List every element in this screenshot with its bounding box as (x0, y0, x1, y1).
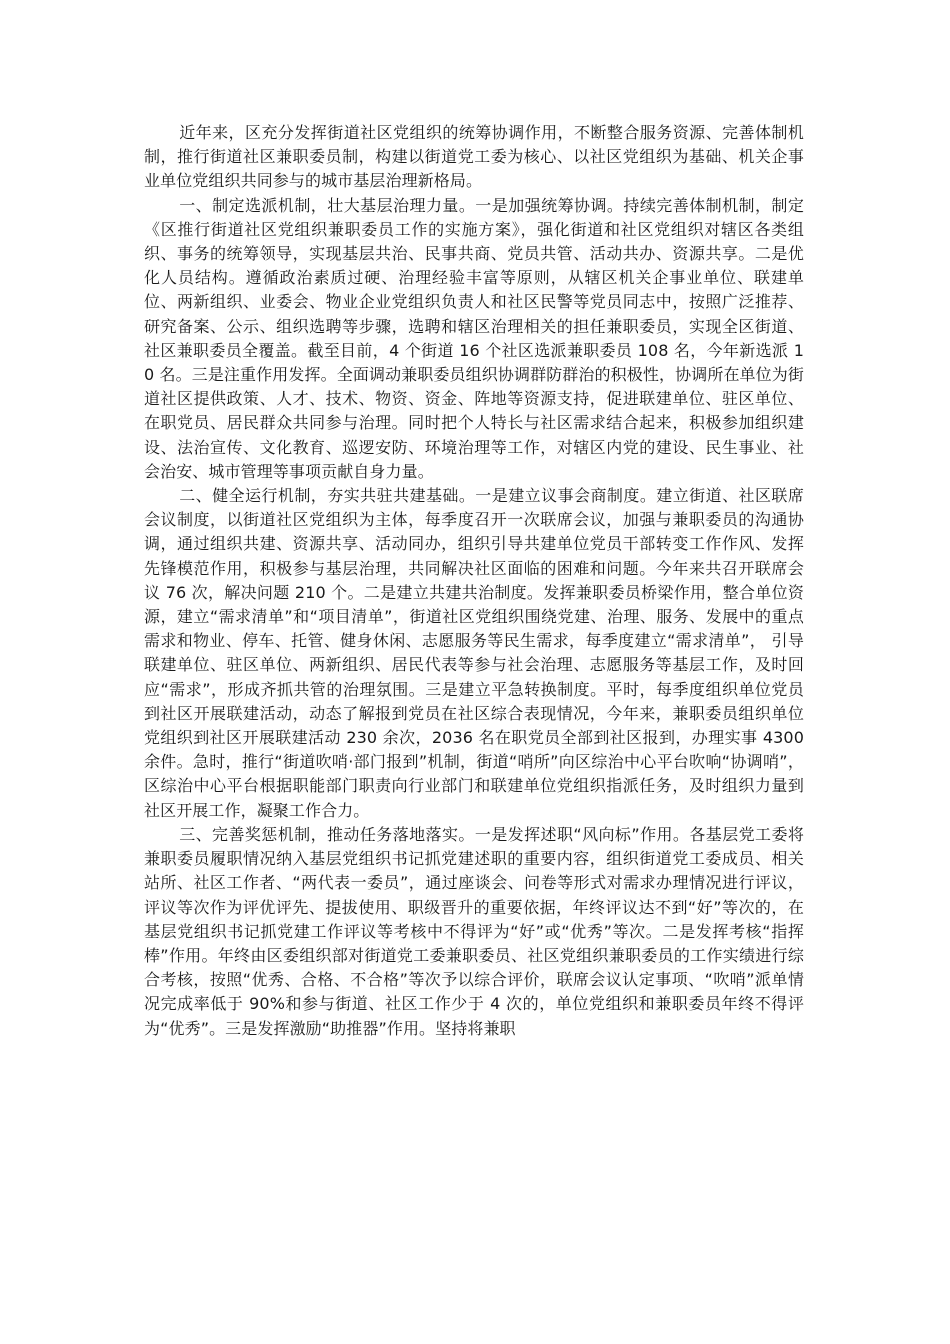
document-body (144, 121, 804, 1041)
paragraph-intro: 近年来，区充分发挥街道社区党组织的统筹协调作用，不断整合服务资源、完善体制机制，推行街道社区兼职委员制，构建以街道党工委为核心、以社区党组织为基础、机关企事业单位党组织共同参与的城市基层治理新格局。 (144, 123, 804, 191)
paragraph-section-three: 三、完善奖惩机制，推动任务落地落实。一是发挥述职“风向标”作用。各基层党工委将兼职委员履职情况纳入基层党组织书记抓党建述职的重要内容，组织街道党工委成员、相关站所、社区工作者、“两代表一委员”，通过座谈会、问卷等形式对需求办理情况进行评议，评议等次作为评优评先、提拔使用、职级晋升的重要依据，年终评议达不到“好”等次的，在基层党组织书记抓党建工作评议等考核中不得评为“好”或“优秀”等次。二是发挥考核“指挥棒”作用。年终由区委组织部对街道党工委兼职委员、社区党组织兼职委员的工作实绩进行综合考核，按照“优秀、合格、不合格”等次予以综合评价，联席会议认定事项、“吹哨”派单情况完成率低于 90%和参与街道、社区工作少于 4 次的，单位党组织和兼职委员年终不得评为“优秀”。三是发挥激励“助推器”作用。坚持将兼职 (144, 824, 804, 1038)
paragraph-section-two: 二、健全运行机制，夯实共驻共建基础。一是建立议事会商制度。建立街道、社区联席会议制度，以街道社区党组织为主体，每季度召开一次联席会议，加强与兼职委员的沟通协调，通过组织共建、资源共享、活动同办，组织引导共建单位党员干部转变工作作风、发挥先锋模范作用，积极参与基层治理，共同解决社区面临的困难和问题。今年来共召开联席会议 76 次，解决问题 210 个。二是建立共建共治制度。发挥兼职委员桥梁作用，整合单位资源，建立“需求清单”和“项目清单”，街道社区党组织围绕党建、治理、服务、发展中的重点需求和物业、停车、托管、健身休闲、志愿服务等民生需求，每季度建立“需求清单”， 引导联建单位、驻区单位、两新组织、居民代表等参与社会治理、志愿服务等基层工作，及时回应“需求”，形成齐抓共管的治理氛围。三是建立平急转换制度。平时，每季度组织单位党员到社区开展联建活动，动态了解报到党员在社区综合表现情况，今年来，兼职委员组织单位党组织到社区开展联建活动 230 余次，2036 名在职党员全部到社区报到，办理实事 4300 余件。急时，推行“街道吹哨·部门报到”机制，街道“哨所”向区综治中心平台吹响“协调哨”，区综治中心平台根据职能部门职责向行业部门和联建单位党组织指派任务，及时组织力量到社区开展工作，凝聚工作合力。 (144, 486, 804, 820)
paragraph-section-one: 一、制定选派机制，壮大基层治理力量。一是加强统筹协调。持续完善体制机制，制定《区推行街道社区党组织兼职委员工作的实施方案》，强化街道和社区党组织对辖区各类组织、事务的统筹领导，实现基层共治、民事共商、党员共管、活动共办、资源共享。二是优化人员结构。遵循政治素质过硬、治理经验丰富等原则，从辖区机关企事业单位、联建单位、两新组织、业委会、物业企业党组织负责人和社区民警等党员同志中，按照广泛推荐、研究备案、公示、组织选聘等步骤，选聘和辖区治理相关的担任兼职委员，实现全区街道、社区兼职委员全覆盖。截至目前，4 个街道 16 个社区选派兼职委员 108 名，今年新选派 10 名。三是注重作用发挥。全面调动兼职委员组织协调群防群治的积极性，协调所在单位为街道社区提供政策、人才、技术、物资、资金、阵地等资源支持，促进联建单位、驻区单位、在职党员、居民群众共同参与治理。同时把个人特长与社区需求结合起来，积极参加组织建设、法治宣传、文化教育、巡逻安防、环境治理等工作，对辖区内党的建设、民生事业、社会治安、城市管理等事项贡献自身力量。 (144, 195, 804, 481)
